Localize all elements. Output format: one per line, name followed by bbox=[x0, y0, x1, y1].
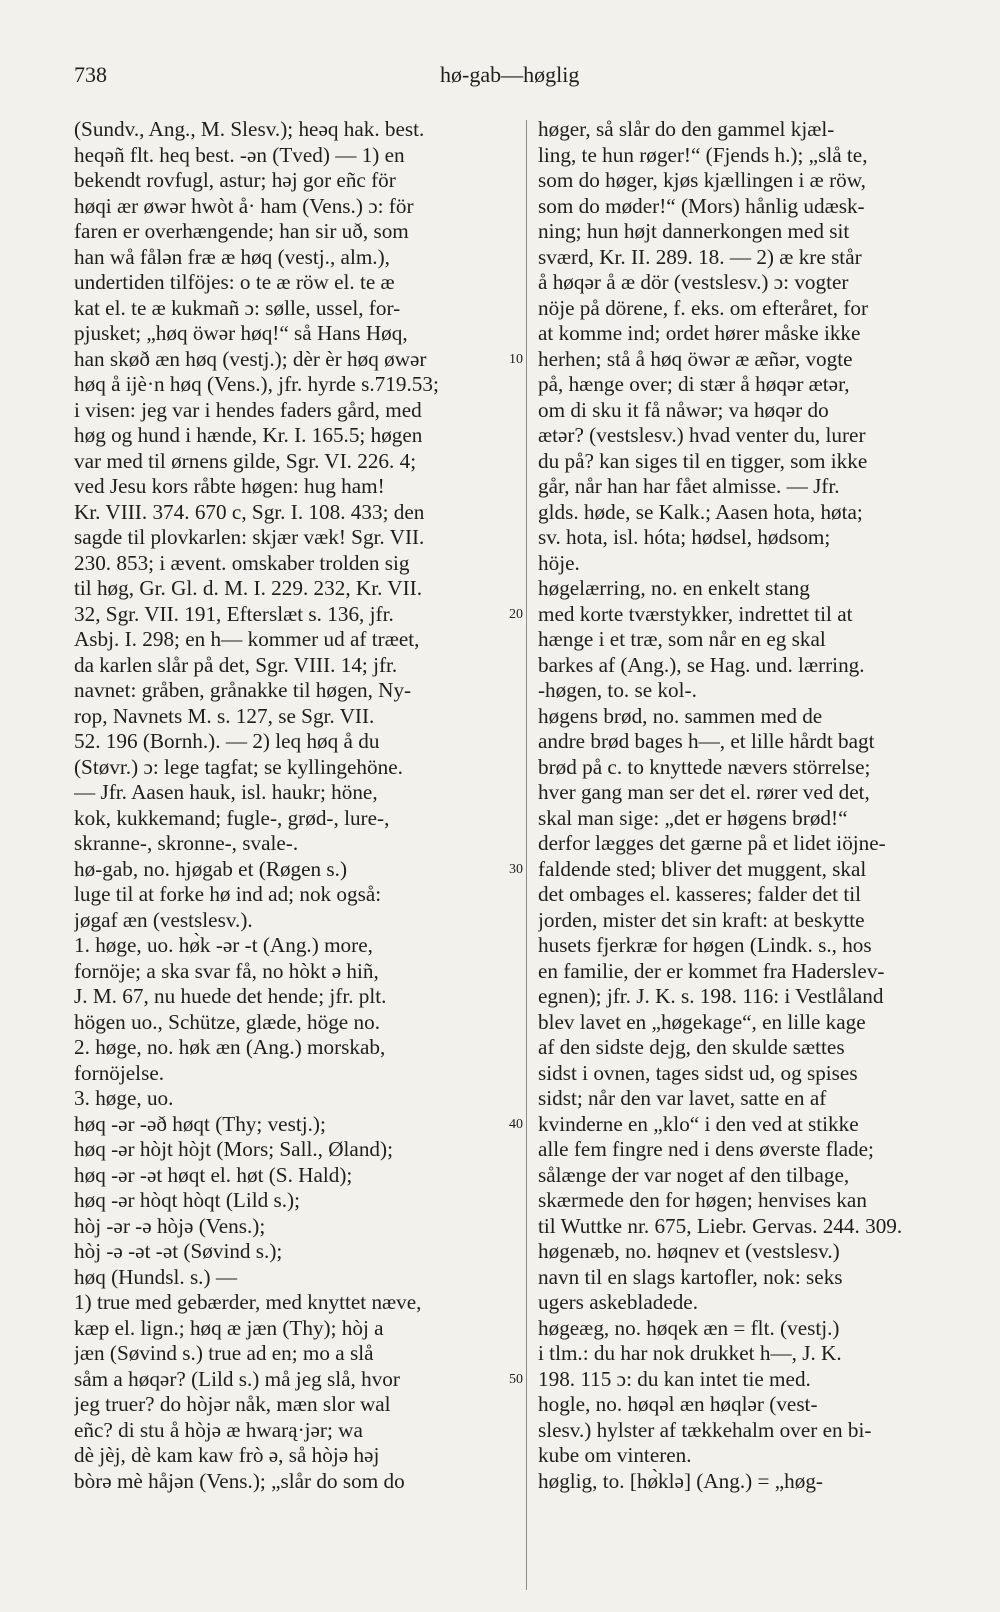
text-line: bòrə mè håjən (Vens.); „slår do som do bbox=[74, 1468, 405, 1493]
text-line: høgenæb, no. høqnev et (vestslesv.) bbox=[538, 1239, 840, 1263]
text-line: som do høger, kjøs kjællingen i æ röw, bbox=[538, 168, 866, 192]
text-line: til høg, Gr. Gl. d. M. I. 229. 232, Kr. VII. bbox=[74, 576, 423, 600]
text-line: undertiden tilföjes: o te æ röw el. te æ bbox=[74, 270, 395, 294]
line-number-marker: 20 bbox=[509, 606, 523, 622]
text-line: -høgen, to. se kol-. bbox=[538, 678, 697, 702]
text-line: navn til en slags kartofler, nok: seks bbox=[538, 1264, 843, 1289]
text-line: sålænge der var noget af den tilbage, bbox=[538, 1162, 850, 1187]
text-line: barkes af (Ang.), se Hag. und. lærring. bbox=[538, 652, 865, 677]
text-line: höje. bbox=[538, 550, 580, 575]
text-line: faren er overhængende; han sir uð, som bbox=[74, 219, 409, 243]
text-line: kvinderne en „klo“ i den ved at stikke bbox=[538, 1111, 859, 1136]
text-line: slesv.) hylster af tækkehalm over en bi- bbox=[538, 1417, 872, 1442]
text-line: sværd, Kr. II. 289. 18. — 2) æ kre står bbox=[538, 244, 862, 269]
text-line: å høqər å æ dör (vestslesv.) ɔ: vogter bbox=[538, 270, 849, 294]
text-line: sagde til plovkarlen: skjær væk! Sgr. VII. bbox=[74, 525, 425, 549]
text-line: jæn (Søvind s.) true ad en; mo a slå bbox=[74, 1341, 374, 1365]
text-line: jorden, mister det sin kraft: at beskytte bbox=[538, 907, 865, 932]
text-line: sidst; når den var lavet, satte en af bbox=[538, 1086, 827, 1110]
column-divider bbox=[526, 120, 527, 1590]
text-line: høgens brød, no. sammen med de bbox=[538, 703, 823, 728]
line-number-marker: 40 bbox=[509, 1116, 523, 1132]
text-line: bekendt rovfugl, astur; həj gor eñc för bbox=[74, 168, 396, 192]
text-line: til Wuttke nr. 675, Liebr. Gervas. 244. 309. bbox=[538, 1213, 903, 1238]
text-line: J. M. 67, nu huede det hende; jfr. plt. bbox=[74, 984, 387, 1008]
line-number-marker: 30 bbox=[509, 861, 523, 877]
text-line: høglig, to. [hø̀klə] (Ang.) = „høg- bbox=[538, 1468, 823, 1493]
text-line: husets fjerkræ for høgen (Lindk. s., hos bbox=[538, 933, 872, 957]
text-line: dè jèj, dè kam kaw frò ə, så hòjə həj bbox=[74, 1443, 380, 1467]
text-line: høq (Hundsl. s.) — bbox=[74, 1264, 238, 1289]
text-line: hogle, no. høqəl æn høqlər (vest- bbox=[538, 1392, 818, 1416]
text-line: 32, Sgr. VII. 191, Efterslæt s. 136, jfr. bbox=[74, 601, 394, 626]
text-line: glds. høde, se Kalk.; Aasen hota, høta; bbox=[538, 499, 863, 524]
text-line: ugers askebladede. bbox=[538, 1290, 699, 1314]
text-line: skal man sige: „det er høgens brød!“ bbox=[538, 805, 848, 830]
text-line: hòj -ə -ət -ət (Søvind s.); bbox=[74, 1239, 283, 1263]
text-line: navnet: gråben, grånakke til høgen, Ny- bbox=[74, 678, 412, 702]
text-line: egnen); jfr. J. K. s. 198. 116: i Vestlåland bbox=[538, 984, 884, 1008]
text-line: fornöje; a ska svar få, no hòkt ə hiñ, bbox=[74, 958, 379, 983]
text-line: på, hænge over; di stær å høqər ætər, bbox=[538, 372, 850, 396]
text-line: at komme ind; ordet hører måske ikke bbox=[538, 321, 861, 345]
text-line: herhen; stå å høq öwər æ æñər, vogte bbox=[538, 346, 853, 371]
text-line: han skøð æn høq (vestj.); dèr èr høq øwər bbox=[74, 346, 427, 371]
text-line: høq -ər hòqt hòqt (Lild s.); bbox=[74, 1188, 300, 1212]
text-line: sidst i ovnen, tages sidst ud, og spises bbox=[538, 1060, 858, 1085]
text-line: høgelærring, no. en enkelt stang bbox=[538, 576, 810, 600]
text-line: om di sku it få nåwər; va høqər do bbox=[538, 397, 829, 422]
text-line: høqi ær øwər hwòt å· ham (Vens.) ɔ: för bbox=[74, 193, 414, 218]
text-line: høger, så slår do den gammel kjæl- bbox=[538, 117, 835, 141]
text-line: fornöjelse. bbox=[74, 1060, 165, 1085]
text-line: du på? kan siges til en tigger, som ikke bbox=[538, 448, 868, 473]
text-line: med korte tværstykker, indrettet til at bbox=[538, 601, 853, 626]
text-line: derfor lægges det gærne på et lidet iöjne- bbox=[538, 831, 886, 855]
text-line: ætər? (vestslesv.) hvad venter du, lurer bbox=[538, 423, 866, 447]
text-line: rop, Navnets M. s. 127, se Sgr. VII. bbox=[74, 703, 375, 728]
page-number: 738 bbox=[74, 62, 107, 87]
text-line: 198. 115 ɔ: du kan intet tie med. bbox=[538, 1366, 811, 1391]
text-line: det ombages el. kasseres; falder det til bbox=[538, 882, 861, 906]
text-line: hver gang man ser det el. rører ved det, bbox=[538, 780, 870, 804]
right-column bbox=[538, 117, 970, 1494]
text-line: Asbj. I. 298; en h— kommer ud af træet, bbox=[74, 627, 420, 651]
left-column bbox=[74, 117, 514, 1494]
text-line: ved Jesu kors råbte høgen: hug ham! bbox=[74, 474, 385, 498]
text-line: 3. høge, uo. bbox=[74, 1086, 174, 1110]
text-line: høg og hund i hænde, Kr. I. 165.5; høgen bbox=[74, 423, 423, 447]
text-line: høgeæg, no. høqek æn = flt. (vestj.) bbox=[538, 1315, 840, 1340]
text-line: blev lavet en „høgekage“, en lille kage bbox=[538, 1009, 866, 1034]
text-line: en familie, der er kommet fra Haderslev- bbox=[538, 958, 885, 983]
text-line: nöje på dörene, f. eks. om efteråret, for bbox=[538, 295, 869, 320]
text-line: høq -ər -ət høqt el. høt (S. Hald); bbox=[74, 1162, 353, 1187]
line-number-marker: 50 bbox=[509, 1371, 523, 1387]
text-line: i visen: jeg var i hendes faders gård, med bbox=[74, 397, 422, 422]
text-line: pjusket; „høq öwər høq!“ så Hans Høq, bbox=[74, 321, 408, 345]
text-line: kæp el. lign.; høq æ jæn (Thy); hòj a bbox=[74, 1315, 384, 1340]
text-line: var med til ørnens gilde, Sgr. VI. 226. 4; bbox=[74, 448, 417, 473]
text-line: (Sundv., Ang., M. Slesv.); heəq hak. best. bbox=[74, 117, 425, 141]
text-line: alle fem fingre ned i dens øverste flade; bbox=[538, 1137, 874, 1161]
text-line: ning; hun højt dannerkongen med sit bbox=[538, 219, 850, 243]
text-line: høq å ijè·n høq (Vens.), jfr. hyrde s.719.53; bbox=[74, 372, 439, 396]
text-line: luge til at forke hø ind ad; nok også: bbox=[74, 882, 382, 906]
text-line: faldende sted; bliver det muggent, skal bbox=[538, 856, 867, 881]
text-line: (Støvr.) ɔ: lege tagfat; se kyllingehöne. bbox=[74, 754, 403, 779]
line-number-marker: 10 bbox=[509, 351, 523, 367]
text-line: af den sidste dejg, den skulde sættes bbox=[538, 1035, 845, 1059]
text-line: skærmede den for høgen; henvises kan bbox=[538, 1188, 867, 1212]
text-line: högen uo., Schütze, glæde, höge no. bbox=[74, 1009, 380, 1034]
text-line: hø-gab, no. hjøgab et (Røgen s.) bbox=[74, 856, 348, 881]
text-line: 52. 196 (Bornh.). — 2) leq høq å du bbox=[74, 729, 380, 753]
text-line: 1. høge, uo. hø̀k -ər -t (Ang.) more, bbox=[74, 933, 373, 957]
text-line: i tlm.: du har nok drukket h—, J. K. bbox=[538, 1341, 842, 1365]
text-line: da karlen slår på det, Sgr. VIII. 14; jfr. bbox=[74, 652, 398, 677]
text-line: går, når han har fået almisse. — Jfr. bbox=[538, 474, 840, 498]
text-line: 1) true med gebærder, med knyttet næve, bbox=[74, 1290, 422, 1314]
text-line: eñc? di stu å hòjə æ hwarą·jər; wa bbox=[74, 1417, 363, 1442]
text-line: kok, kukkemand; fugle-, grød-, lure-, bbox=[74, 805, 390, 830]
text-line: kat el. te æ kukmañ ɔ: sølle, ussel, for- bbox=[74, 295, 401, 320]
text-line: hænge i et træ, som når en eg skal bbox=[538, 627, 826, 651]
text-line: høq -ər hòjt hòjt (Mors; Sall., Øland); bbox=[74, 1137, 393, 1161]
text-line: såm a høqər? (Lild s.) må jeg slå, hvor bbox=[74, 1366, 400, 1391]
text-line: — Jfr. Aasen hauk, isl. haukr; höne, bbox=[74, 780, 378, 804]
text-line: jeg truer? do hòjər nåk, mæn slor wal bbox=[74, 1392, 391, 1416]
text-line: høq -ər -əð høqt (Thy; vestj.); bbox=[74, 1111, 326, 1136]
running-head: hø-gab—høglig bbox=[440, 62, 580, 87]
text-line: kube om vinteren. bbox=[538, 1443, 692, 1467]
text-line: 2. høge, no. høk æn (Ang.) morskab, bbox=[74, 1035, 386, 1059]
text-line: brød på c. to knyttede nævers störrelse; bbox=[538, 754, 871, 779]
text-line: som do møder!“ (Mors) hånlig udæsk- bbox=[538, 193, 865, 218]
text-line: andre brød bages h—, et lille hårdt bagt bbox=[538, 729, 875, 753]
text-line: skranne-, skronne-, svale-. bbox=[74, 831, 299, 855]
text-line: jøgaf æn (vestslesv.). bbox=[74, 907, 253, 932]
text-line: han wå fålən fræ æ høq (vestj., alm.), bbox=[74, 244, 390, 269]
text-line: sv. hota, isl. hóta; hødsel, hødsom; bbox=[538, 525, 831, 549]
text-line: 230. 853; i ævent. omskaber trolden sig bbox=[74, 550, 410, 575]
text-line: hòj -ər -ə hòjə (Vens.); bbox=[74, 1213, 266, 1238]
text-line: Kr. VIII. 374. 670 c, Sgr. I. 108. 433; den bbox=[74, 499, 425, 524]
text-line: ling, te hun røger!“ (Fjends h.); „slå te, bbox=[538, 142, 868, 167]
text-line: heqəñ flt. heq best. -ən (Tved) — 1) en bbox=[74, 142, 405, 167]
